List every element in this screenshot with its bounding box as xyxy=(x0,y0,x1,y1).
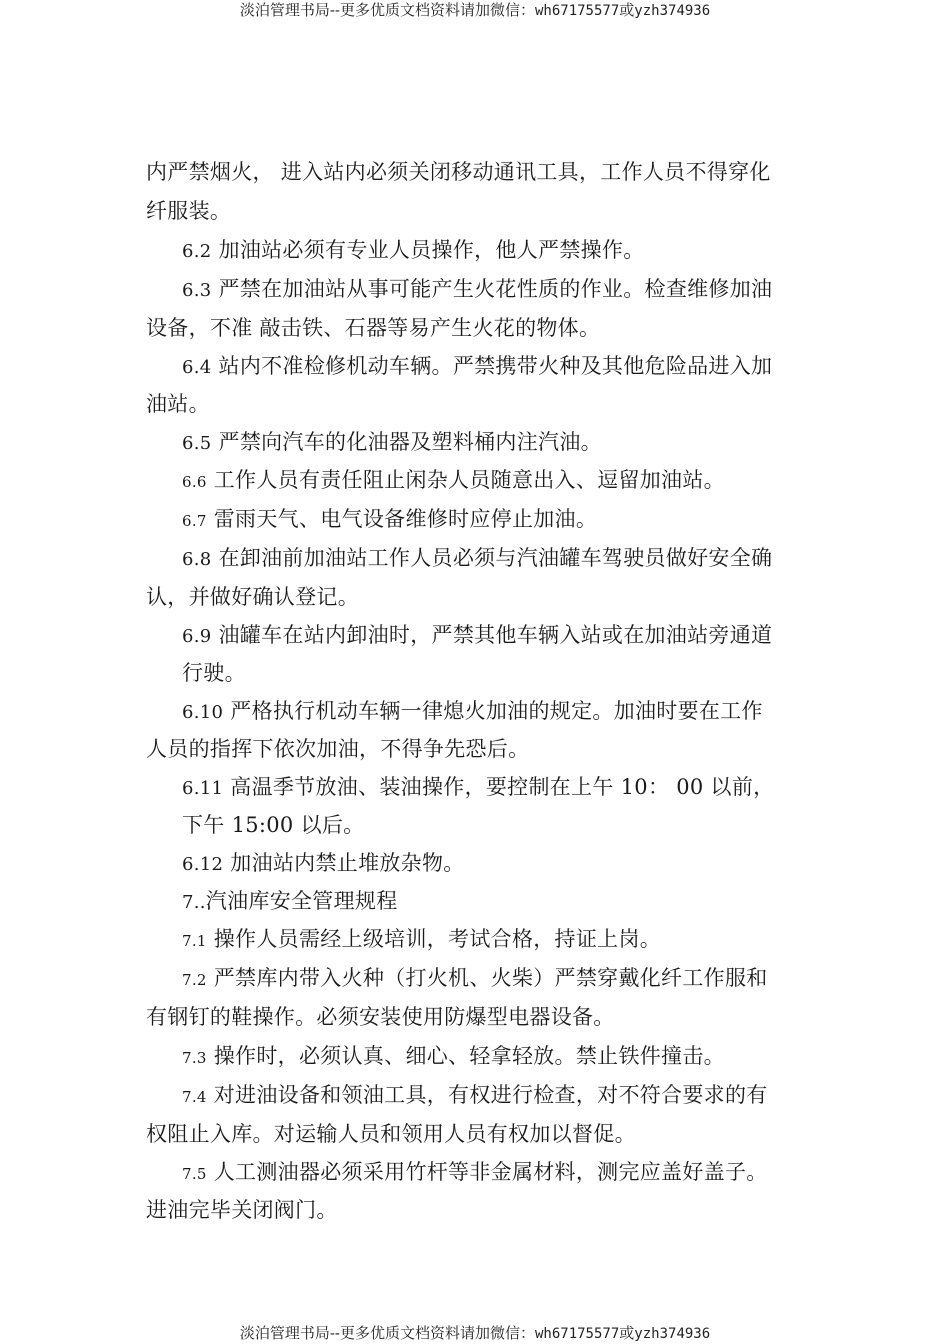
clause-6-10: 6.10 严格执行机动车辆一律熄火加油的规定。加油时要在工作 xyxy=(182,699,763,723)
clause-number: 6.3 xyxy=(182,280,212,301)
text-line: 行驶。 xyxy=(182,661,246,685)
text-line: 有钢钉的鞋操作。必须安装使用防爆型电器设备。 xyxy=(146,1005,615,1029)
clause-number: 7.2 xyxy=(182,971,207,989)
clause-number: 6.2 xyxy=(182,241,212,262)
clause-number: 6.4 xyxy=(182,357,212,378)
footer-wechat-id-1: wh67175577 xyxy=(534,1326,620,1342)
clause-6-2: 6.2 加油站必须有专业人员操作，他人严禁操作。 xyxy=(182,238,645,262)
text-line: 设备，不准 敲击铁、石器等易产生火花的物体。 xyxy=(146,316,601,340)
clause-6-12: 6.12 加油站内禁止堆放杂物。 xyxy=(182,851,465,875)
clause-number: 7.3 xyxy=(182,1049,207,1067)
clause-7-4: 7.4 对进油设备和领油工具，有权进行检查，对不符合要求的有 xyxy=(182,1083,768,1107)
clause-6-6: 6.6 工作人员有责任阻止闲杂人员随意出入、逗留加油站。 xyxy=(182,468,725,492)
clause-number: 6.10 xyxy=(182,702,224,723)
text-line: 纤服装。 xyxy=(146,199,232,223)
clause-6-3: 6.3 严禁在加油站从事可能产生火花性质的作业。检查维修加油 xyxy=(182,277,773,301)
section-number: 7.. xyxy=(182,892,206,913)
header-watermark-text: 淡泊管理书局--更多优质文档资料请加微信： xyxy=(239,1,535,19)
clause-number: 6.11 xyxy=(182,778,224,799)
clause-number: 6.9 xyxy=(182,626,212,647)
clause-number: 6.6 xyxy=(182,473,207,491)
clause-6-4: 6.4 站内不准检修机动车辆。严禁携带火种及其他危险品进入加 xyxy=(182,354,773,378)
footer-watermark xyxy=(0,1324,950,1343)
clause-6-9: 6.9 油罐车在站内卸油时，严禁其他车辆入站或在加油站旁通道 xyxy=(182,623,773,647)
clause-number: 6.5 xyxy=(182,433,212,454)
text-line: 认，并做好确认登记。 xyxy=(146,585,359,609)
text-line: 进油完毕关闭阀门。 xyxy=(146,1198,338,1222)
section-7-heading: 7..汽油库安全管理规程 xyxy=(182,889,398,913)
clause-7-1: 7.1 操作人员需经上级培训，考试合格，持证上岗。 xyxy=(182,927,662,951)
header-wechat-id-1: wh67175577 xyxy=(534,3,620,19)
footer-watermark-or: 或 xyxy=(619,1324,635,1342)
text-line: 油站。 xyxy=(146,392,210,416)
clause-7-2: 7.2 严禁库内带入火种（打火机、火柴）严禁穿戴化纤工作服和 xyxy=(182,966,768,990)
text-line: 内严禁烟火， 进入站内必须关闭移动通讯工具，工作人员不得穿化 xyxy=(146,160,771,184)
clause-6-7: 6.7 雷雨天气、电气设备维修时应停止加油。 xyxy=(182,507,598,531)
text-line: 下午 15:00 以后。 xyxy=(182,813,365,837)
clause-7-3: 7.3 操作时，必须认真、细心、轻拿轻放。禁止铁件撞击。 xyxy=(182,1044,725,1068)
clause-6-5: 6.5 严禁向汽车的化油器及塑料桶内注汽油。 xyxy=(182,430,602,454)
clause-number: 6.7 xyxy=(182,512,207,530)
clause-number: 7.4 xyxy=(182,1088,207,1106)
footer-watermark-text: 淡泊管理书局--更多优质文档资料请加微信： xyxy=(239,1324,535,1342)
text-line: 权阻止入库。对运输人员和领用人员有权加以督促。 xyxy=(146,1122,636,1146)
clause-number: 7.5 xyxy=(182,1165,207,1183)
clause-number: 6.8 xyxy=(182,549,212,570)
clause-6-11: 6.11 高温季节放油、装油操作，要控制在上午 10： 00 以前， xyxy=(182,775,775,799)
clause-6-8: 6.8 在卸油前加油站工作人员必须与汽油罐车驾驶员做好安全确 xyxy=(182,546,773,570)
clause-7-5: 7.5 人工测油器必须采用竹杆等非金属材料，测完应盖好盖子。 xyxy=(182,1160,768,1184)
footer-wechat-id-2: yzh374936 xyxy=(634,1326,711,1342)
text-line: 人员的指挥下依次加油，不得争先恐后。 xyxy=(146,737,530,761)
header-watermark-or: 或 xyxy=(619,1,635,19)
clause-number: 7.1 xyxy=(182,932,207,950)
header-wechat-id-2: yzh374936 xyxy=(634,3,711,19)
clause-number: 6.12 xyxy=(182,854,224,875)
